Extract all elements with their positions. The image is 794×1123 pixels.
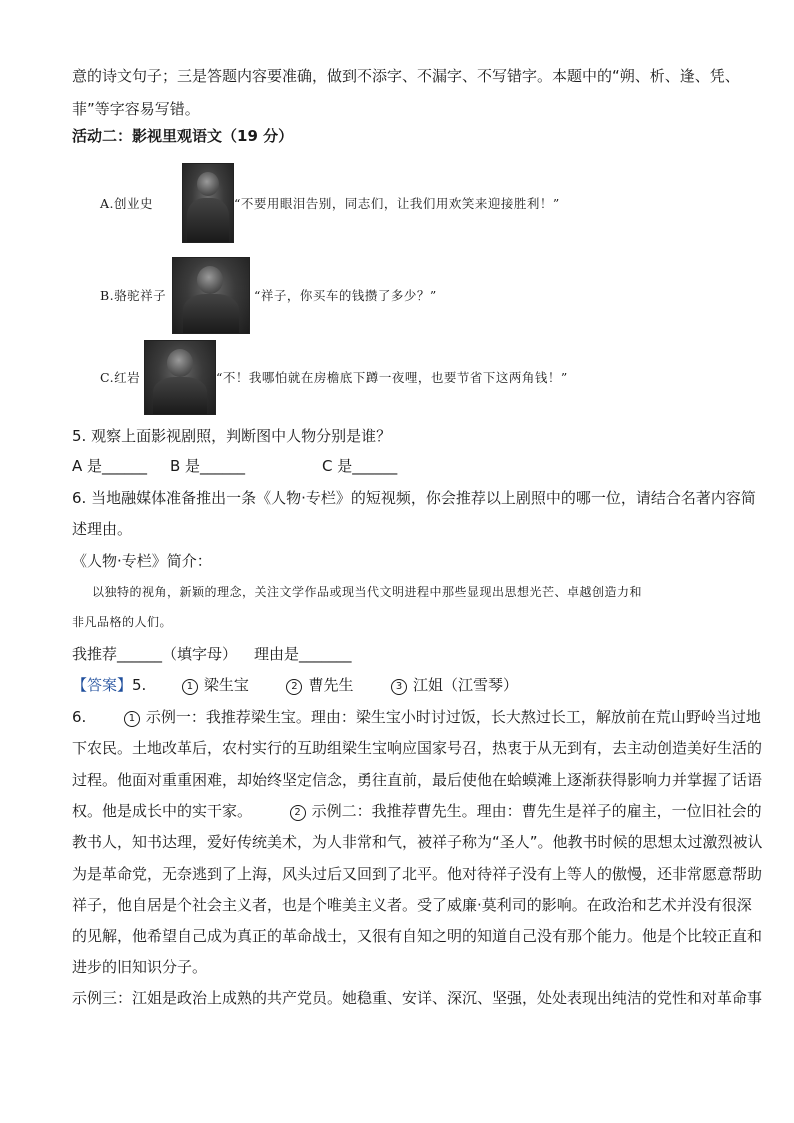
answer6-line-3: 过程。他面对重重困难，却始终坚定信念，勇往直前，最后使他在蛤蟆滩上逐渐获得影响力并掌握了话语 [72, 771, 763, 789]
column-intro-title: 《人物·专栏》简介： [72, 552, 212, 570]
activity-title: 活动二：影视里观语文（19 分） [72, 127, 294, 145]
still-label-c: C.红岩 [100, 370, 141, 385]
circled-number-example-1: 1 [124, 711, 140, 727]
question-5: 5. 观察上面影视剧照，判断图中人物分别是谁？ [72, 427, 392, 445]
answer-item-1: 梁生宝 [203, 676, 249, 694]
still-quote-a: “不要用眼泪告别，同志们，让我们用欢笑来迎接胜利！” [234, 196, 560, 211]
answer6-line-6: 为是革命党，无奈逃到了上海，风头过后又回到了北平。他对待祥子没有上等人的傲慢，还非常愿意帮助 [72, 865, 763, 883]
answer-item-3: 江姐（江雪琴） [413, 676, 519, 694]
answer-item-2: 曹先生 [308, 676, 354, 694]
answer6-line-7: 祥子，他自居是个社会主义者，也是个唯美主义者。受了威廉·莫利司的影响。在政治和艺术并没有很深 [72, 896, 752, 914]
still-photo-a [182, 163, 234, 243]
still-quote-c: “不！我哪怕就在房檐底下蹲一夜哩，也要节省下这两角钱！” [216, 370, 568, 385]
column-intro-line-2: 非凡品格的人们。 [72, 615, 173, 629]
still-label-b: B.骆驼祥子 [100, 288, 167, 303]
still-label-a: A.创业史 [100, 196, 154, 211]
intro-line-2: 菲”等字容易写错。 [72, 100, 200, 118]
recommend-blank: 我推荐______（填字母） [72, 645, 238, 663]
answer6-line-9: 进步的旧知识分子。 [72, 958, 208, 976]
q5-blank-b: B 是______ [170, 457, 246, 475]
answer6-line-8: 的见解，他希望自己成为真正的革命战士，又很有自知之明的知道自己没有那个能力。他是个比较正直和 [72, 927, 763, 945]
circled-number-2: 2 [286, 679, 302, 695]
still-photo-c [144, 340, 216, 415]
answer6-line-4 [72, 801, 762, 821]
circled-number-1: 1 [182, 679, 198, 695]
answer-line [72, 675, 518, 695]
answer-q6-number: 6. [72, 708, 87, 726]
circled-number-example-2: 2 [290, 805, 306, 821]
q5-blank-a: A 是______ [72, 457, 148, 475]
answer6-text-4b: 示例二：我推荐曹先生。理由：曹先生是祥子的雇主，一位旧社会的 [311, 802, 762, 820]
answer-q5-number: 5. [132, 676, 147, 694]
answer-label: 【答案】 [72, 676, 133, 694]
answer6-text-1: 示例一：我推荐梁生宝。理由：梁生宝小时讨过饭，长大熬过长工，解放前在荒山野岭当过地 [145, 708, 761, 726]
answer6-line-10: 示例三：江姐是政治上成熟的共产党员。她稳重、安详、深沉、坚强，处处表现出纯洁的党性和对革命事 [72, 989, 763, 1007]
question-6-line-2: 述理由。 [72, 520, 133, 538]
circled-number-3: 3 [391, 679, 407, 695]
answer6-line-5: 教书人，知书达理，爱好传统美术，为人非常和气，被祥子称为“圣人”。他教书时候的思想太过激烈被认 [72, 833, 763, 851]
answer6-line-2: 下农民。土地改革后，农村实行的互助组梁生宝响应国家号召，热衷于从无到有，去主动创造美好生活的 [72, 739, 763, 757]
intro-line-1: 意的诗文句子；三是答题内容要准确，做到不添字、不漏字、不写错字。本题中的“朔、析、逢、凭、 [72, 67, 740, 85]
question-6-line-1: 6. 当地融媒体准备推出一条《人物·专栏》的短视频，你会推荐以上剧照中的哪一位，请结合名著内容简 [72, 489, 756, 507]
answer6-line-1 [72, 707, 761, 727]
answer6-text-4a: 权。他是成长中的实干家。 [72, 802, 253, 820]
still-photo-b [172, 257, 250, 334]
column-intro-line-1: 以独特的视角，新颖的理念，关注文学作品或现当代文明进程中那些显现出思想光芒、卓越创造力和 [92, 585, 643, 599]
still-quote-b: “祥子，你买车的钱攒了多少？” [254, 288, 437, 303]
q5-blank-c: C 是______ [322, 457, 398, 475]
reason-blank: 理由是_______ [254, 645, 352, 663]
